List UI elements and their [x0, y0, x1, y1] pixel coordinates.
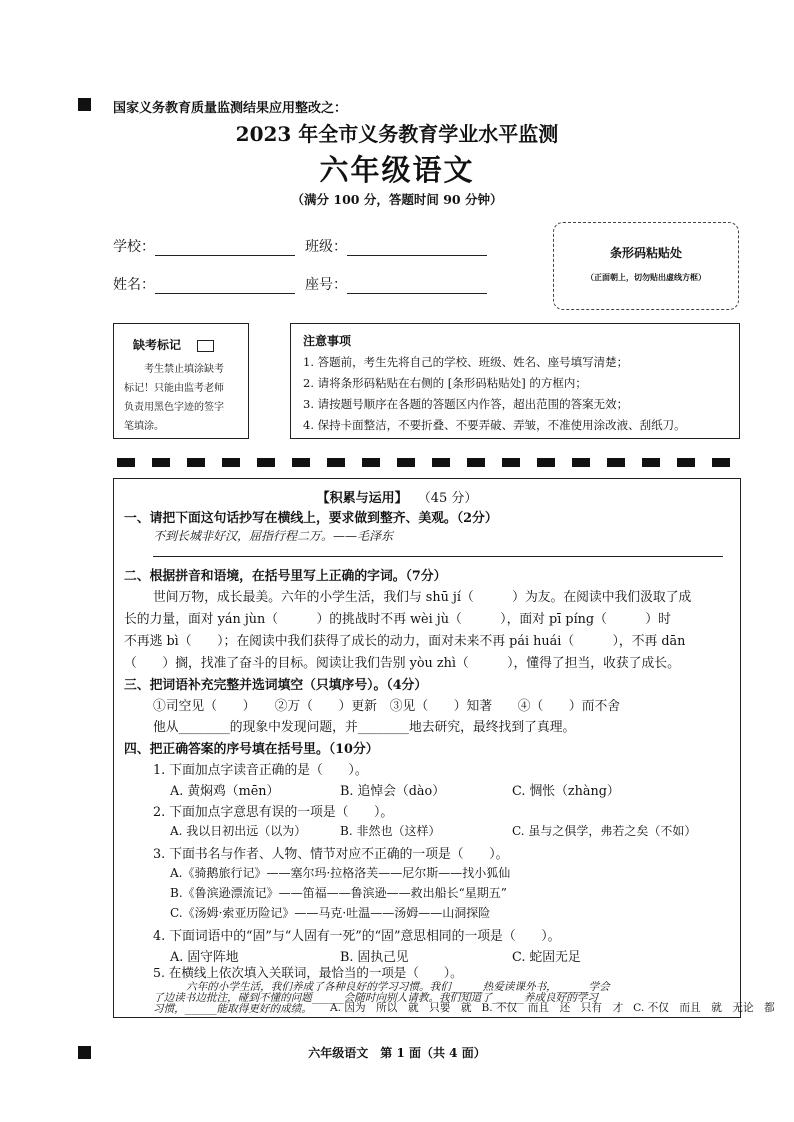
- q2-line: 长的力量，面对 yán jùn（ ）的挑战时不再 wèi jù（ ），面对 pī píng（ ）时: [124, 612, 671, 627]
- absent-title: 缺考标记: [133, 338, 182, 352]
- q4-1-stem: 1. 下面加点字读音正确的是（ ）。: [153, 763, 368, 778]
- q4-title: 四、把正确答案的序号填在括号里。（10分）: [124, 742, 379, 757]
- note-item: 4. 保持卡面整洁，不要折叠、不要弄破、弄皱，不准使用涂改液、刮纸刀。: [303, 418, 686, 432]
- q4-4-option-a: A. 固守阵地: [170, 950, 239, 965]
- name-label: 姓名：: [113, 277, 155, 293]
- absent-mark-box: [113, 323, 249, 439]
- name-field[interactable]: [113, 274, 295, 294]
- absent-note-line: 负责用黑色字迹的签字: [124, 402, 224, 413]
- exam-title: 2023 年全市义务教育学业水平监测: [235, 122, 559, 146]
- q4-3-stem: 3. 下面书名与作者、人物、情节对应不正确的一项是（ ）。: [153, 847, 509, 862]
- q4-4-stem: 4. 下面词语中的“固”与“人固有一死”的“固”意思相同的一项是（ ）。: [153, 929, 561, 944]
- absent-note-line: 考生禁止填涂缺考: [144, 364, 224, 375]
- section-title: 【积累与运用】: [316, 491, 408, 506]
- absent-note-line: 标记！只能由监考老师: [124, 383, 224, 394]
- barcode-note: （正面朝上，切勿贴出虚线方框）: [586, 272, 706, 282]
- school-field[interactable]: [113, 236, 295, 256]
- exam-info: （满分 100 分，答题时间 90 分钟）: [291, 192, 503, 207]
- separator-bar: [117, 452, 757, 471]
- absent-note-line: 笔填涂。: [124, 421, 164, 432]
- q1-text: 不到长城非好汉，屈指行程二万。——毛泽东: [153, 529, 394, 543]
- q4-2-option-b: B. 非然也（这样）: [340, 824, 441, 838]
- q4-4-option-c: C. 蛇固无足: [512, 950, 581, 965]
- q4-1-option-c: C. 惆怅（zhàng）: [512, 784, 620, 799]
- q4-2-option-c: C. 虽与之俱学，弗若之矣（不如）: [512, 824, 697, 838]
- barcode-area: [553, 222, 739, 310]
- note-item: 1. 答题前，考生先将自己的学校、班级、姓名、座号填写清楚；: [303, 355, 629, 369]
- q2-line: 不再逃 bì（ ）；在阅读中我们获得了成长的动力，面对未来不再 pái huái（ ），不再 dān: [124, 634, 686, 649]
- seat-label: 座号：: [305, 277, 347, 293]
- subject-title: 六年级语文: [319, 153, 475, 187]
- q4-1-option-b: B. 追悼会（dào）: [340, 784, 446, 799]
- class-label: 班级：: [305, 239, 347, 255]
- q2-line: 世间万物，成长最美。六年的小学生活，我们与 shū jí（ ）为友。在阅读中我们汲取了成: [153, 590, 692, 605]
- q4-2-option-a: A. 我以日初出远（以为）: [170, 824, 307, 838]
- q4-2-stem: 2. 下面加点字意思有误的一项是（ ）。: [153, 805, 394, 820]
- top-note: 国家义务教育质量监测结果应用整改之：: [113, 101, 348, 116]
- class-field[interactable]: [305, 236, 487, 256]
- q4-3-option-c: C.《汤姆·索亚历险记》——马克·吐温——汤姆——山洞探险: [170, 906, 491, 920]
- q2-line: （ ）搁，找准了奋斗的目标。阅读让我们告别 yòu zhì（ ），懂得了担当，收获了成长。: [124, 656, 680, 671]
- notes-title: 注意事项: [303, 334, 352, 348]
- note-item: 3. 请按题号顺序在各题的答题区内作答，超出范围的答案无效；: [303, 397, 629, 411]
- q4-3-option-b: B.《鲁滨逊漂流记》——笛福——鲁滨逊——救出船长“星期五”: [170, 886, 507, 900]
- note-item: 2. 请将条形码粘贴在右侧的 [条形码粘贴处] 的方框内；: [303, 376, 587, 390]
- barcode-title: 条形码粘贴处: [609, 246, 682, 260]
- q4-5-option-b: B. 不仅 而且 还 只有 才: [481, 1002, 624, 1014]
- school-label: 学校：: [113, 239, 155, 255]
- q3-sentence: 他从________的现象中发现问题，并________地去研究，最终找到了真理。: [153, 720, 576, 735]
- section-heading: [0, 487, 794, 506]
- q4-1-option-a: A. 黄焖鸡（mēn）: [170, 784, 280, 799]
- q4-5-passage-line: 了边读书边批注，碰到不懂的问题______会随时向别人请教。我们知道了______养成良好的学习: [153, 992, 598, 1004]
- seat-field[interactable]: [305, 274, 487, 294]
- q4-4-option-b: B. 固执己见: [340, 950, 409, 965]
- q4-5-passage-line: 六年的小学生活，我们养成了各种良好的学习习惯。我们______热爱读课外书，______学会: [186, 981, 610, 993]
- notes-box: [290, 323, 740, 439]
- q3-options: ①司空见（ ） ②万（ ）更新 ③见（ ）知著 ④（ ）而不舍: [153, 699, 621, 714]
- registration-mark-top: [78, 98, 91, 111]
- q4-5-option-a: A. 因为 所以 就 只要 就: [330, 1002, 472, 1014]
- q4-5-options: [330, 1000, 785, 1015]
- q4-5-passage-line: 习惯，______能取得更好的成绩。: [153, 1003, 312, 1015]
- q2-title: 二、根据拼音和语境，在括号里写上正确的字词。（7分）: [124, 569, 447, 584]
- q1-title: 一、请把下面这句话抄写在横线上，要求做到整齐、美观。（2分）: [124, 511, 498, 526]
- q1-answer-line[interactable]: [153, 556, 723, 557]
- section-score: （45 分）: [417, 491, 478, 506]
- absent-checkbox[interactable]: [197, 340, 214, 352]
- q4-5-option-c: C. 不仅 而且 就 无论 都: [633, 1002, 775, 1014]
- q4-5-stem: 5. 在横线上依次填入关联词，最恰当的一项是（ ）。: [153, 965, 463, 980]
- q3-title: 三、把词语补充完整并选词填空（只填序号）。（4分）: [124, 678, 428, 693]
- q4-3-option-a: A.《骑鹅旅行记》——塞尔玛·拉格洛芙——尼尔斯——找小狐仙: [170, 866, 511, 880]
- page-footer: 六年级语文 第 1 面（共 4 面）: [308, 1046, 486, 1060]
